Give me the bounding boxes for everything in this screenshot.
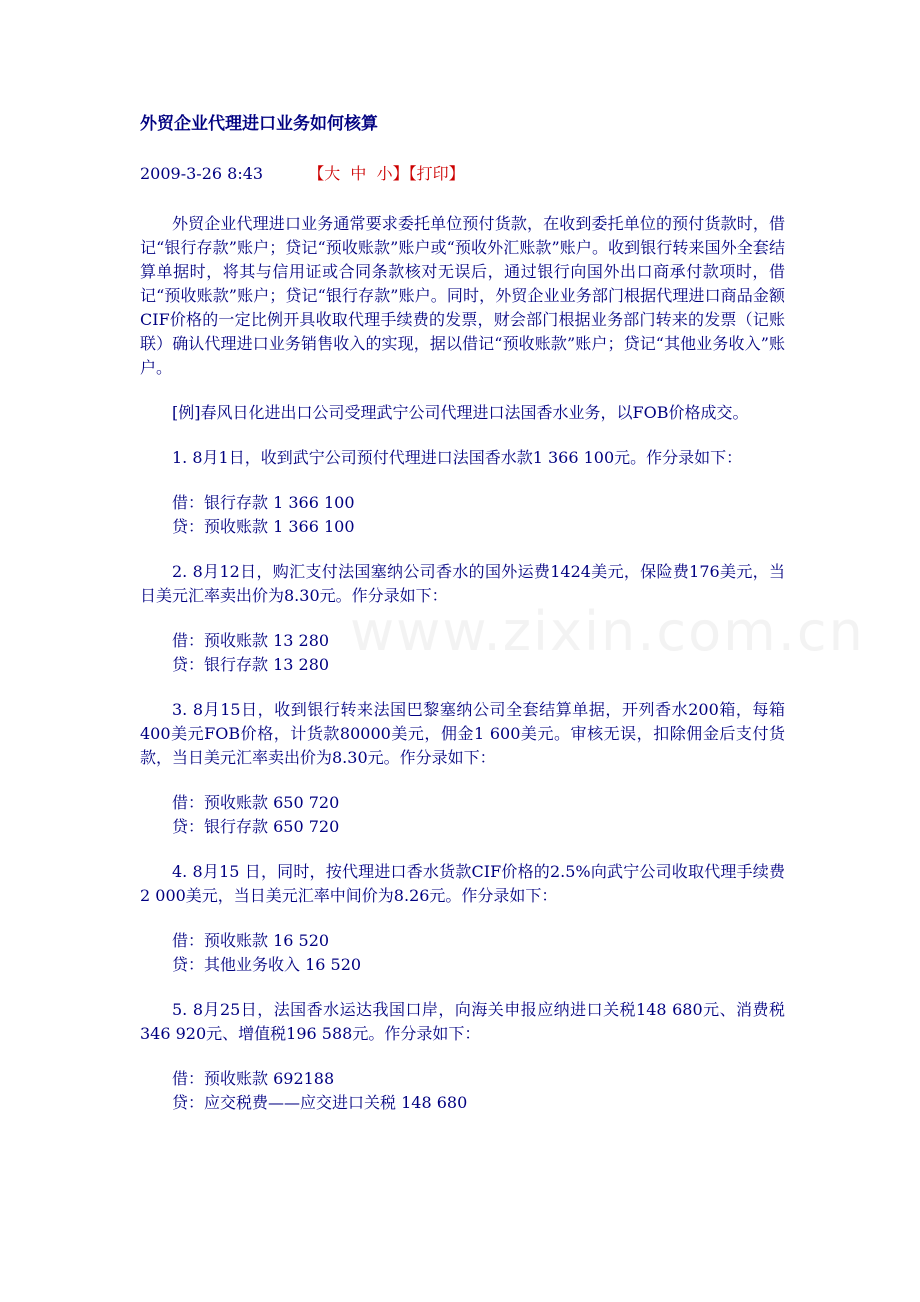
debit-line: 借：预收账款 13 280 bbox=[172, 631, 330, 650]
debit-line: 借：预收账款 650 720 bbox=[172, 793, 340, 812]
credit-line: 贷：银行存款 13 280 bbox=[172, 655, 330, 674]
debit-line: 借：银行存款 1 366 100 bbox=[172, 493, 355, 512]
debit-line: 借：预收账款 16 520 bbox=[172, 931, 330, 950]
step-3-text: 3. 8月15日，收到银行转来法国巴黎塞纳公司全套结算单据，开列香水200箱，每箱400美元FOB价格，计货款80000美元，佣金1 600美元。审核无误，扣除佣金后支付货款，当日美元汇率卖出价为8.30元。作分录如下： bbox=[140, 700, 785, 767]
journal-entry-2 bbox=[140, 629, 785, 677]
font-size-controls bbox=[308, 164, 464, 183]
article bbox=[140, 112, 785, 1136]
article-title: 外贸企业代理进口业务如何核算 bbox=[140, 114, 378, 134]
print-link[interactable]: 【打印】 bbox=[408, 164, 465, 183]
step-1-text: 1. 8月1日，收到武宁公司预付代理进口法国香水款1 366 100元。作分录如下： bbox=[172, 448, 743, 467]
journal-entry-4 bbox=[140, 929, 785, 977]
step-5-text: 5. 8月25日，法国香水运达我国口岸，向海关申报应纳进口关税148 680元、消费税346 920元、增值税196 588元。作分录如下： bbox=[140, 1000, 785, 1043]
intro-paragraph: 外贸企业代理进口业务通常要求委托单位预付货款，在收到委托单位的预付货款时，借记“银行存款”账户；贷记“预收账款”账户或“预收外汇账款”账户。收到银行转来国外全套结算单据时，将其与信用证或合同条款核对无误后，通过银行向国外出口商承付款项时，借记“预收账款”账户；贷记“银行存款”账户。同时，外贸企业业务部门根据代理进口商品金额CIF价格的一定比例开具收取代理手续费的发票，财会部门根据业务部门转来的发票（记账联）确认代理进口业务销售收入的实现，据以借记“预收账款”账户；贷记“其他业务收入”账户。 bbox=[140, 214, 785, 377]
publish-date: 2009-3-26 8:43 bbox=[140, 164, 264, 183]
watermark: www.zixin.com.cn bbox=[350, 600, 865, 663]
credit-line: 贷：银行存款 650 720 bbox=[172, 817, 340, 836]
font-size-medium-link[interactable]: 中 bbox=[350, 164, 367, 183]
debit-line: 借：预收账款 692188 bbox=[172, 1069, 335, 1088]
article-meta bbox=[140, 162, 785, 186]
step-2-text: 2. 8月12日，购汇支付法国塞纳公司香水的国外运费1424美元，保险费176美元，当日美元汇率卖出价为8.30元。作分录如下： bbox=[140, 562, 785, 605]
bracket-open: 【 bbox=[308, 164, 325, 183]
step-4-text: 4. 8月15 日，同时，按代理进口香水货款CIF价格的2.5%向武宁公司收取代理手续费2 000美元，当日美元汇率中间价为8.26元。作分录如下： bbox=[140, 862, 785, 905]
journal-entry-3 bbox=[140, 791, 785, 839]
credit-line: 贷：应交税费——应交进口关税 148 680 bbox=[172, 1093, 468, 1112]
journal-entry-5 bbox=[140, 1067, 785, 1115]
font-size-small-link[interactable]: 小 bbox=[376, 164, 393, 183]
font-size-large-link[interactable]: 大 bbox=[324, 164, 341, 183]
credit-line: 贷：其他业务收入 16 520 bbox=[172, 955, 362, 974]
example-paragraph: [例]春风日化进出口公司受理武宁公司代理进口法国香水业务，以FOB价格成交。 bbox=[172, 403, 749, 422]
credit-line: 贷：预收账款 1 366 100 bbox=[172, 517, 355, 536]
bracket-close: 】 bbox=[392, 164, 409, 183]
journal-entry-1 bbox=[140, 491, 785, 539]
